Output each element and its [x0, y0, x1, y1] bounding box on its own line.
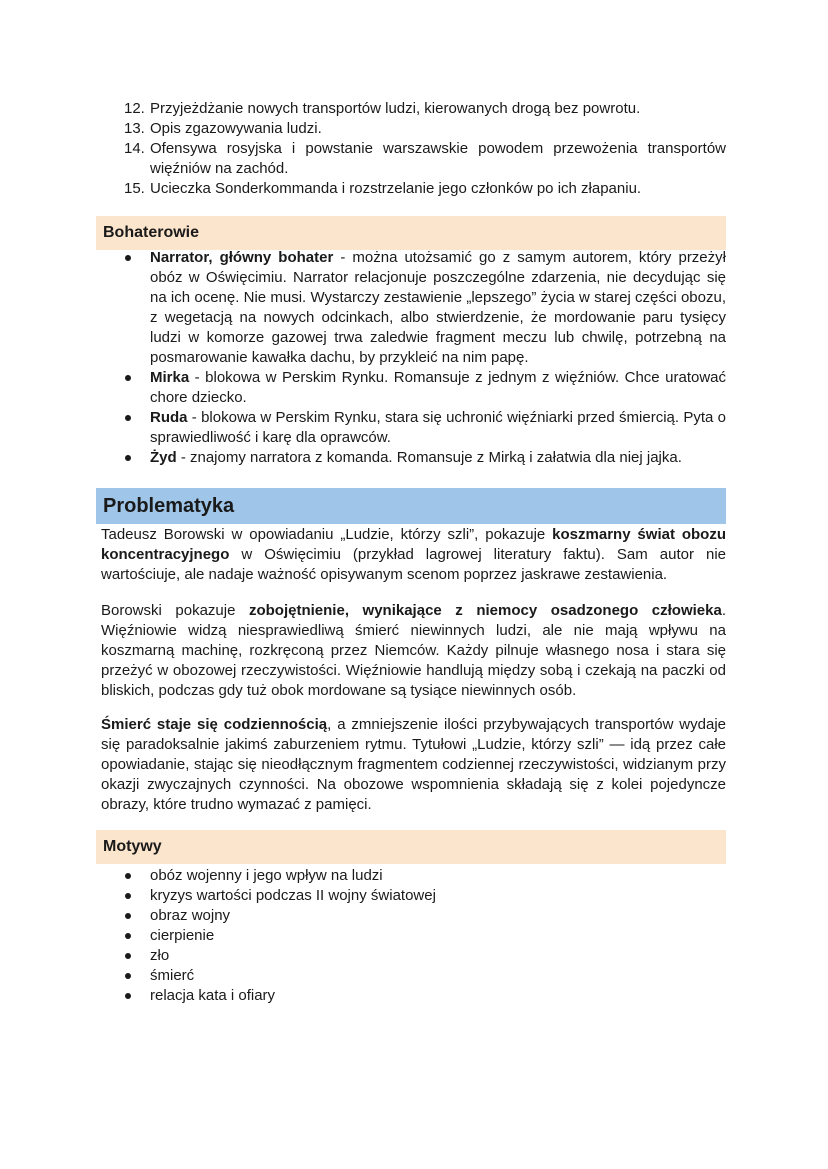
paragraph-text: w Oświęcimiu (przykład lagrowej literatury faktu). Sam autor nie wartościuje, ale nadaje ważność opisywanym scenom poprzez jaskrawe zestawienia. — [101, 546, 726, 583]
item-text: Przyjeżdżanie nowych transportów ludzi, kierowanych drogą bez powrotu. — [150, 100, 641, 117]
paragraph-text: , a zmniejszenie ilości przybywających transportów wydaje się paradoksalnie jakimś zaburzeniem rytmu. Tytułowi „Ludzie, którzy szli” — idą przez całe opowiadanie, stając się nieodłącznym fragmentem codziennej rzeczywistości, widzianym przy okazji zwyczajnych czynności. Na obozowe wspomnienia składają się z kolei pojedyncze obrazy, które trudno wymazać z pamięci. — [101, 716, 726, 813]
character-name: Żyd — [150, 449, 177, 466]
item-number: 13. — [124, 120, 145, 137]
motifs-list — [101, 866, 726, 1006]
paragraph-emphasis: koszmarny świat obozu koncentracyjnego — [101, 526, 726, 563]
list-item — [101, 408, 726, 448]
paragraph-text: Tadeusz Borowski w opowiadaniu „Ludzie, którzy szli”, pokazuje — [101, 526, 553, 543]
character-description: - można utożsamić go z samym autorem, który przeżył obóz w Oświęcimiu. Narrator relacjonuje poszczególne zdarzenia, nie decydując się na ich ocenę. Nie musi. Wystarczy zestawienie „lepszego” życia w starej części obozu, z wegetacją na nowych odcinkach, albo stwierdzenie, że mordowanie paru tysięcy ludzi w komorze gazowej trwa zaledwie fragment meczu lub chwilę, potrzebną na posmarowanie kawałka dachu, by przykleić na nim papę. — [150, 249, 726, 366]
list-item — [101, 179, 726, 199]
list-item — [101, 139, 726, 179]
item-number: 12. — [124, 100, 145, 117]
item-number: 15. — [124, 180, 145, 197]
character-description: - blokowa w Perskim Rynku. Romansuje z jednym z więźniów. Chce uratować chore dziecko. — [150, 369, 726, 406]
list-item — [101, 986, 726, 1006]
list-item — [101, 248, 726, 368]
bullet-icon — [125, 953, 131, 959]
section-heading-bohaterowie: Bohaterowie — [96, 216, 726, 250]
motif-text: kryzys wartości podczas II wojny światowej — [150, 887, 436, 904]
item-text: Ofensywa rosyjska i powstanie warszawskie powodem przewożenia transportów więźniów na zachód. — [150, 140, 726, 177]
motif-text: śmierć — [150, 967, 195, 984]
list-item — [101, 946, 726, 966]
bullet-icon — [125, 455, 131, 461]
character-name: Narrator, główny bohater — [150, 249, 334, 266]
motif-text: zło — [150, 947, 170, 964]
bullet-icon — [125, 913, 131, 919]
bullet-icon — [125, 993, 131, 999]
bullet-icon — [125, 375, 131, 381]
paragraph-text: . Więźniowie widzą niesprawiedliwą śmierć niewinnych ludzi, ale nie mają wpływu na koszmarną machinę, rozkręconą przez Niemców. Każdy pilnuje własnego nosa i stara się przeżyć w obozowej rzeczywistości. Więźniowie handlują między sobą i czekają na paczki od bliskich, podczas gdy tuż obok mordowane są tysiące niewinnych osób. — [101, 602, 726, 699]
character-description: - blokowa w Perskim Rynku, stara się uchronić więźniarki przed śmiercią. Pyta o sprawiedliwość i karę dla oprawców. — [150, 409, 726, 446]
characters-list — [101, 248, 726, 468]
motif-text: relacja kata i ofiary — [150, 987, 276, 1004]
item-text: Opis zgazowywania ludzi. — [150, 120, 322, 137]
character-name: Mirka — [150, 369, 190, 386]
list-item — [101, 119, 726, 139]
list-item — [101, 448, 726, 468]
paragraph-emphasis: Śmierć staje się codziennością — [101, 716, 328, 733]
section-heading-motywy: Motywy — [96, 830, 726, 864]
bullet-icon — [125, 873, 131, 879]
item-text: Ucieczka Sonderkommanda i rozstrzelanie jego członków po ich złapaniu. — [150, 180, 642, 197]
list-item — [101, 99, 726, 119]
list-item — [101, 368, 726, 408]
list-item — [101, 866, 726, 886]
item-number: 14. — [124, 140, 145, 157]
list-item — [101, 926, 726, 946]
list-item — [101, 966, 726, 986]
character-description: - znajomy narratora z komanda. Romansuje z Mirką i załatwia dla niej jajka. — [176, 449, 682, 466]
paragraph — [101, 601, 726, 701]
paragraph — [101, 525, 726, 585]
bullet-icon — [125, 973, 131, 979]
motif-text: cierpienie — [150, 927, 215, 944]
numbered-list — [101, 99, 726, 199]
paragraph-emphasis: zobojętnienie, wynikające z niemocy osadzonego człowieka — [248, 602, 722, 619]
bullet-icon — [125, 893, 131, 899]
bullet-icon — [125, 415, 131, 421]
motif-text: obraz wojny — [150, 907, 231, 924]
list-item — [101, 886, 726, 906]
character-name: Ruda — [150, 409, 188, 426]
paragraph — [101, 715, 726, 815]
section-heading-problematyka: Problematyka — [96, 488, 726, 524]
list-item — [101, 906, 726, 926]
motif-text: obóz wojenny i jego wpływ na ludzi — [150, 867, 383, 884]
bullet-icon — [125, 255, 131, 261]
paragraph-text: Borowski pokazuje — [101, 602, 249, 619]
bullet-icon — [125, 933, 131, 939]
